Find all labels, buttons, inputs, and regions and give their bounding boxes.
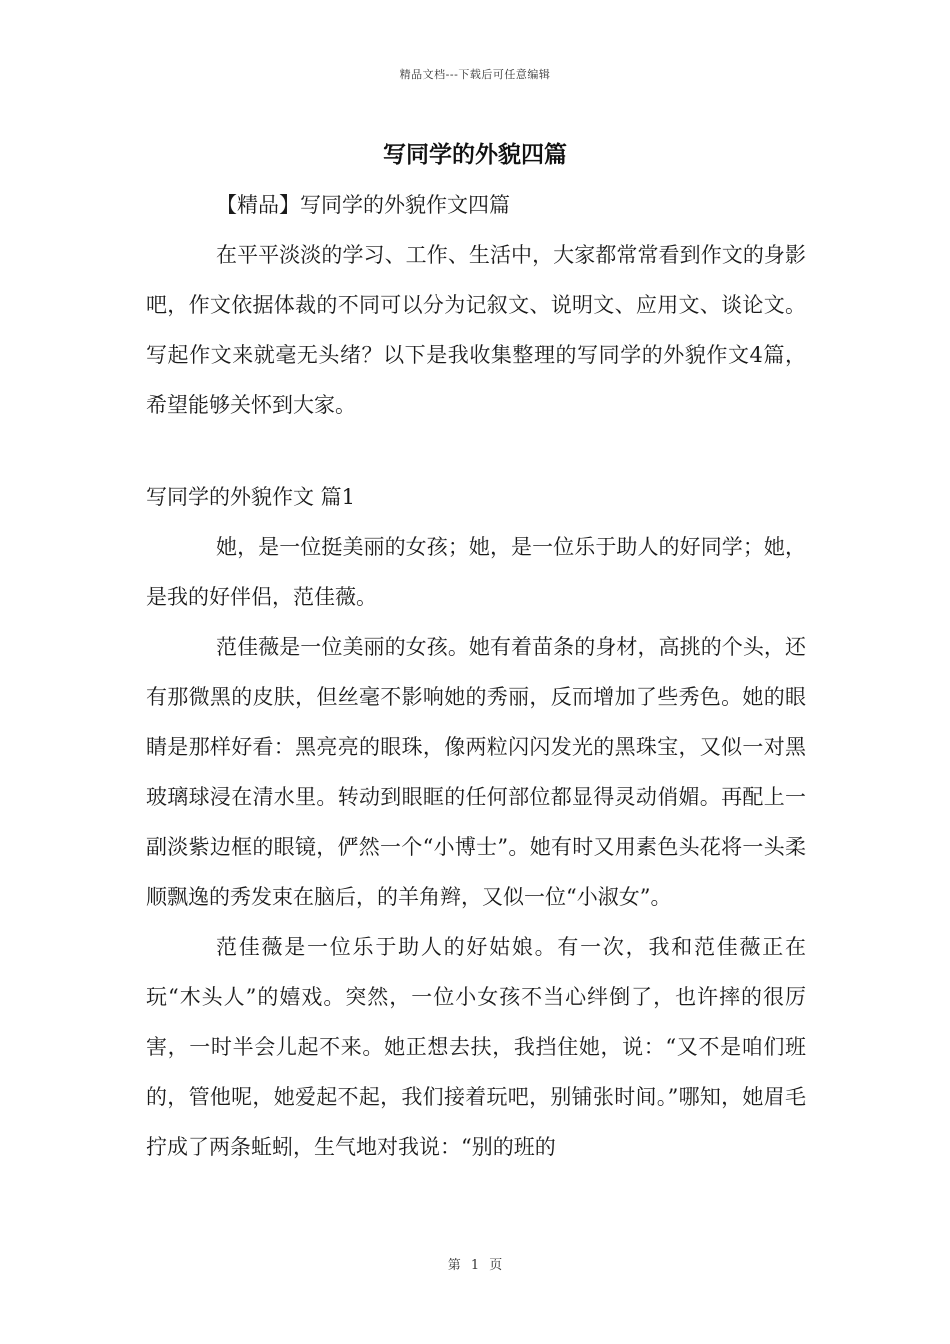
footer-prefix: 第 bbox=[447, 1258, 461, 1273]
body-paragraph: 范佳薇是一位乐于助人的好姑娘。有一次，我和范佳薇正在玩“木头人”的嬉戏。突然，一位小女孩不当心绊倒了，也许摔的很厉害，一时半会儿起不来。她正想去扶，我挡住她，说：“又不是咱们班的，管他呢，她爱起不起，我们接着玩吧，别铺张时间。”哪知，她眉毛拧成了两条蚯蚓，生气地对我说：“别的班的 bbox=[146, 935, 806, 1159]
page-footer bbox=[0, 1254, 950, 1273]
document-subtitle: 【精品】写同学的外貌作文四篇 bbox=[216, 193, 510, 217]
body-paragraph: 范佳薇是一位美丽的女孩。她有着苗条的身材，高挑的个头，还有那微黑的皮肤，但丝毫不影响她的秀丽，反而增加了些秀色。她的眼睛是那样好看：黑亮亮的眼珠，像两粒闪闪发光的黑珠宝，又似一对黑玻璃球浸在清水里。转动到眼眶的任何部位都显得灵动俏媚。再配上一副淡紫边框的眼镜，俨然一个“小博士”。她有时又用素色头花将一头柔顺飘逸的秀发束在脑后，的羊角辫，又似一位“小淑女”。 bbox=[146, 635, 806, 909]
spacer bbox=[146, 430, 806, 472]
page-number: 1 bbox=[470, 1258, 480, 1273]
body-paragraph: 她，是一位挺美丽的女孩；她，是一位乐于助人的好同学；她，是我的好伴侣，范佳薇。 bbox=[146, 535, 806, 609]
section-heading: 写同学的外貌作文 篇1 bbox=[146, 485, 356, 509]
header-note: 精品文档---下载后可任意编辑 bbox=[399, 68, 551, 81]
document-title: 写同学的外貌四篇 bbox=[383, 141, 567, 168]
footer-suffix: 页 bbox=[489, 1258, 503, 1273]
document-body bbox=[146, 180, 806, 1172]
intro-paragraph: 在平平淡淡的学习、工作、生活中，大家都常常看到作文的身影吧，作文依据体裁的不同可以分为记叙文、说明文、应用文、谈论文。写起作文来就毫无头绪？以下是我收集整理的写同学的外貌作文4篇，希望能够关怀到大家。 bbox=[146, 243, 806, 417]
